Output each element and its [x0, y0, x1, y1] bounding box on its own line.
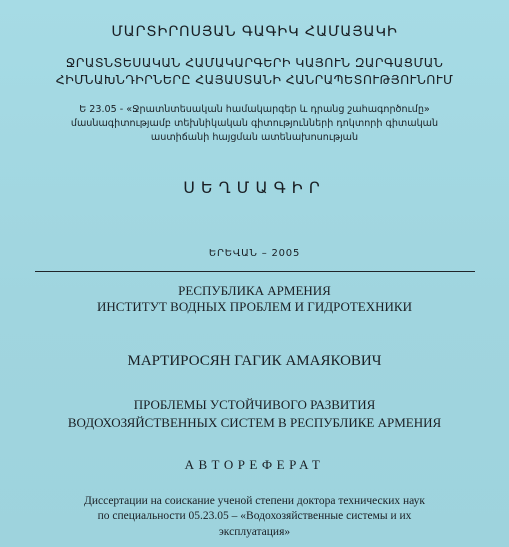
russian-institute: ИНСТИТУТ ВОДНЫХ ПРОБЛЕМ И ГИДРОТЕХНИКИ [97, 299, 412, 314]
armenian-city-year: ԵՐԵՎԱՆ – 2005 [208, 248, 301, 259]
russian-dissertation-line-3: эксплуатация» [218, 526, 291, 538]
armenian-specialty-line-1: Ե 23.05 - «Ջրատնտեսական համակարգեր և դրանց շահագործումը» [79, 104, 430, 115]
russian-dissertation-line-2: по специальности 05.23.05 – «Водохозяйственные системы и их [97, 510, 412, 522]
russian-country: РЕСПУБЛИКА АРМЕНИЯ [178, 283, 331, 298]
armenian-title-line-2: ՀԻՄՆԱԽՆԴԻՐՆԵՐԸ ՀԱՅԱՍՏԱՆԻ ՀԱՆՐԱՊԵՏՈՒԹՅՈՒՆՈՒՄ [55, 72, 454, 87]
russian-dissertation-line-1: Диссертации на соискание ученой степени доктора технических наук [83, 495, 426, 507]
armenian-title-line-1: ՋՐԱՏՆՏԵՍԱԿԱՆ ՀԱՄԱԿԱՐԳԵՐԻ ԿԱՅՈՒՆ ԶԱՐԳԱՑՄԱՆ [65, 55, 444, 70]
russian-title-line-1: ПРОБЛЕМЫ УСТОЙЧИВОГО РАЗВИТИЯ [133, 397, 376, 412]
armenian-specialty-line-2: մասնագիտությամբ տեխնիկական գիտությունների դոկտորի գիտական [70, 118, 439, 129]
russian-author-name: МАРТИРОСЯН ГАГИК АМАЯКОВИЧ [127, 353, 382, 369]
armenian-document-type: ՍԵՂՄԱԳԻՐ [183, 178, 326, 197]
armenian-author-name: ՄԱՐՏԻՐՈՍՅԱՆ ԳԱԳԻԿ ՀԱՄԱՅԱԿԻ [111, 24, 398, 40]
russian-title-line-2: ВОДОХОЗЯЙСТВЕННЫХ СИСТЕМ В РЕСПУБЛИКЕ АРМЕНИЯ [67, 415, 442, 430]
armenian-specialty-line-3: աստիճանի հայցման ատենախոսության [150, 132, 359, 143]
russian-document-type: АВТОРЕФЕРАТ [184, 457, 325, 472]
horizontal-divider [35, 271, 475, 272]
